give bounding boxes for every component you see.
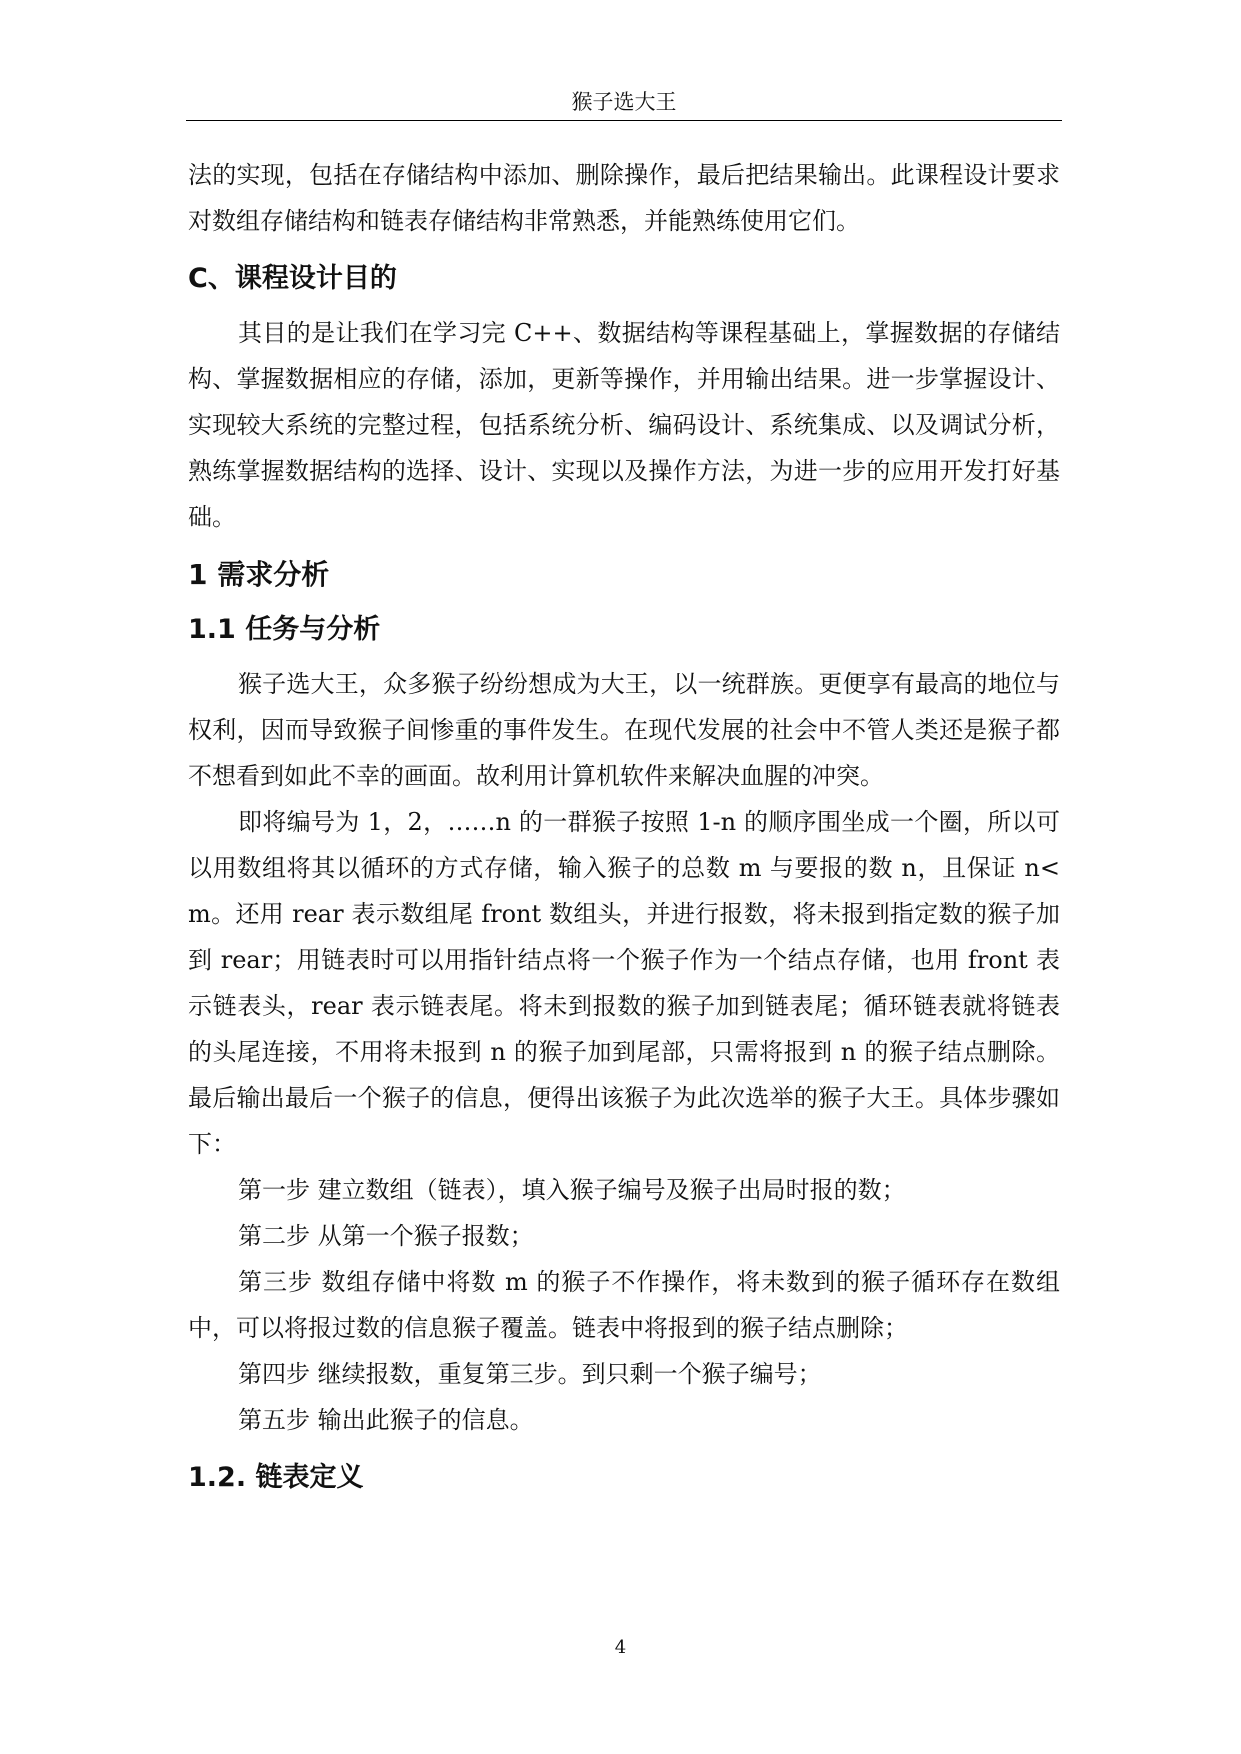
section-heading-c: C、课程设计目的 — [188, 263, 397, 294]
step-2: 第二步 从第一个猴子报数； — [238, 1222, 534, 1250]
paragraph-continued: 法的实现，包括在存储结构中添加、删除操作，最后把结果输出。此课程设计要求对数组存储结构和链表存储结构非常熟悉，并能熟练使用它们。 — [188, 161, 1060, 235]
step-1: 第一步 建立数组（链表），填入猴子编号及猴子出局时报的数； — [238, 1176, 906, 1204]
section-heading-requirements: 1 需求分析 — [188, 558, 330, 591]
paragraph-task-method: 即将编号为 1，2，……n 的一群猴子按照 1-n 的顺序围坐成一个圈，所以可以用数组将其以循环的方式存储，输入猴子的总数 m 与要报的数 n，且保证 n<m。还用 rear 表示数组尾 front 数组头，并进行报数，将未报到指定数的猴子加到 rear；用链表时可以用指针结点将一个猴子作为一个结点存储，也用 front 表示链表头，rear 表示链表尾。将未到报数的猴子加到链表尾；循环链表就将链表的头尾连接，不用将未报到 n 的猴子加到尾部，只需将报到 n 的猴子结点删除。最后输出最后一个猴子的信息，便得出该猴子为此次选举的猴子大王。具体步骤如下： — [188, 808, 1060, 1158]
step-5: 第五步 输出此猴子的信息。 — [238, 1406, 534, 1434]
header-divider — [186, 120, 1062, 121]
page-body — [188, 152, 1060, 1509]
step-3: 第三步 数组存储中将数 m 的猴子不作操作，将未数到的猴子循环存在数组中，可以将报过数的信息猴子覆盖。链表中将报到的猴子结点删除； — [188, 1268, 1060, 1342]
subsection-heading-linked-list: 1.2. 链表定义 — [188, 1462, 364, 1493]
step-4: 第四步 继续报数，重复第三步。到只剩一个猴子编号； — [238, 1360, 822, 1388]
paragraph-task-intro: 猴子选大王，众多猴子纷纷想成为大王，以一统群族。更便享有最高的地位与权利，因而导致猴子间惨重的事件发生。在现代发展的社会中不管人类还是猴子都不想看到如此不幸的画面。故利用计算机软件来解决血腥的冲突。 — [188, 670, 1060, 790]
page-header: 猴子选大王 — [571, 90, 677, 114]
subsection-heading-task: 1.1 任务与分析 — [188, 614, 381, 645]
page-number: 4 — [614, 1637, 627, 1658]
paragraph-purpose: 其目的是让我们在学习完 C++、数据结构等课程基础上，掌握数据的存储结构、掌握数据相应的存储，添加，更新等操作，并用输出结果。进一步掌握设计、实现较大系统的完整过程，包括系统分析、编码设计、系统集成、以及调试分析，熟练掌握数据结构的选择、设计、实现以及操作方法，为进一步的应用开发打好基础。 — [188, 319, 1060, 531]
